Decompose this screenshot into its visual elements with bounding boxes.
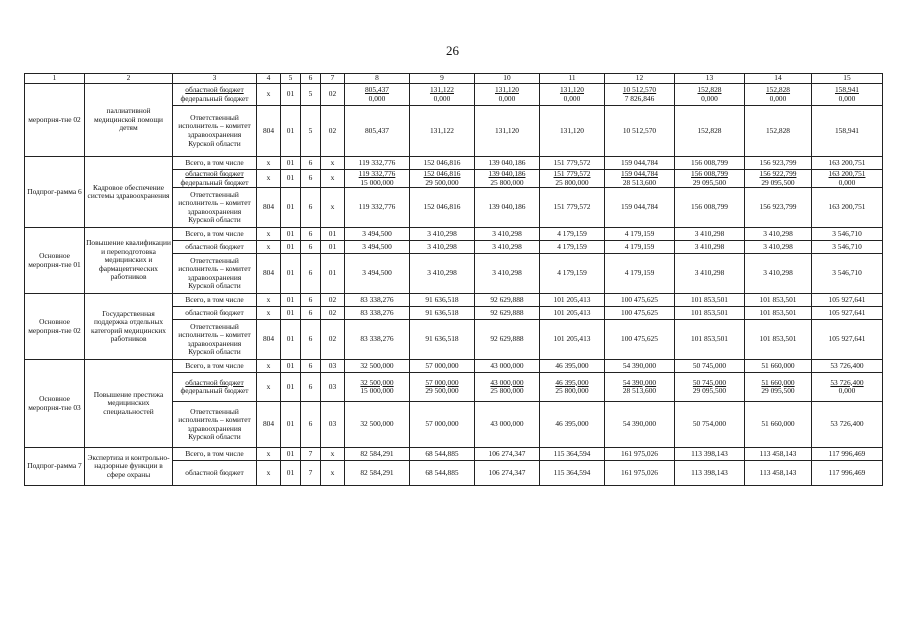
amount-cell: 3 410,298 (410, 254, 475, 294)
amount-cell: 106 274,347 (475, 448, 540, 461)
code-cell: 01 (281, 373, 301, 402)
amount-cell: 131,120 (540, 106, 605, 157)
amount-cell: 3 410,298 (745, 241, 812, 254)
federal-budget-value: 29 500,000 (425, 177, 459, 187)
column-header: 9 (410, 74, 475, 84)
amount-cell (540, 373, 605, 402)
code-cell: 01 (281, 320, 301, 360)
table-row (25, 157, 883, 170)
code-cell: 02 (321, 294, 345, 307)
code-cell: х (257, 157, 281, 170)
amount-cell: 119 332,776 (345, 157, 410, 170)
amount-cell: 101 205,413 (540, 294, 605, 307)
program-code-cell: Подпрог-рамма 7 (25, 448, 85, 486)
amount-cell (475, 373, 540, 402)
column-header: 14 (745, 74, 812, 84)
federal-budget-value: 0,000 (368, 93, 386, 103)
amount-cell: 105 927,641 (812, 320, 883, 360)
amount-cell: 101 853,501 (675, 307, 745, 320)
regional-budget-value: областной бюджет (185, 84, 244, 94)
amount-cell: 113 458,143 (745, 461, 812, 486)
federal-budget-value: 25 800,000 (490, 386, 524, 396)
amount-cell: 57 000,000 (410, 360, 475, 373)
federal-budget-value: 0,000 (838, 386, 856, 396)
amount-cell: 156 923,799 (745, 188, 812, 228)
amount-cell: 113 458,143 (745, 448, 812, 461)
code-cell: 01 (281, 402, 301, 448)
amount-cell: 161 975,026 (605, 461, 675, 486)
code-cell: 01 (281, 294, 301, 307)
amount-cell: 53 726,400 (812, 402, 883, 448)
amount-cell: 92 629,888 (475, 320, 540, 360)
code-cell: 6 (301, 360, 321, 373)
amount-cell: 3 410,298 (745, 228, 812, 241)
amount-cell: 100 475,625 (605, 320, 675, 360)
regional-budget-value: 152 046,816 (423, 169, 461, 178)
amount-cell: 82 584,291 (345, 461, 410, 486)
code-cell: 7 (301, 448, 321, 461)
amount-cell: 117 996,469 (812, 461, 883, 486)
program-code-cell: Подпрог-рамма 6 (25, 157, 85, 228)
column-header: 8 (345, 74, 410, 84)
code-cell: 6 (301, 228, 321, 241)
funding-source-cell (173, 373, 257, 402)
regional-budget-value: 163 200,751 (828, 169, 866, 178)
amount-cell: 115 364,594 (540, 461, 605, 486)
code-cell: 6 (301, 320, 321, 360)
amount-cell: 83 338,276 (345, 294, 410, 307)
regional-budget-value: 43 000,000 (490, 377, 524, 387)
amount-cell: 3 546,710 (812, 228, 883, 241)
column-header: 3 (173, 74, 257, 84)
amount-cell: 43 000,000 (475, 360, 540, 373)
amount-cell: 163 200,751 (812, 157, 883, 170)
regional-budget-value: 131,122 (429, 84, 455, 94)
amount-cell: 51 660,000 (745, 360, 812, 373)
amount-cell (345, 170, 410, 188)
federal-budget-value: 0,000 (701, 93, 718, 103)
amount-cell (410, 84, 475, 106)
amount-cell: 805,437 (345, 106, 410, 157)
federal-budget-value: 15 000,000 (360, 177, 394, 187)
amount-cell (605, 84, 675, 106)
code-cell: 01 (281, 360, 301, 373)
federal-budget-value: 0,000 (838, 177, 856, 187)
amount-cell: 117 996,469 (812, 448, 883, 461)
regional-budget-value: 151 779,572 (553, 169, 591, 178)
code-cell: 6 (301, 170, 321, 188)
code-cell: 6 (301, 294, 321, 307)
amount-cell: 131,120 (475, 106, 540, 157)
page-number: 26 (446, 43, 459, 58)
amount-cell: 46 395,000 (540, 402, 605, 448)
funding-source-cell (173, 84, 257, 106)
code-cell: 01 (321, 254, 345, 294)
code-cell: 6 (301, 402, 321, 448)
code-cell: 01 (281, 254, 301, 294)
federal-budget-value: 15 000,000 (360, 386, 394, 396)
regional-budget-value: областной бюджет (185, 169, 244, 178)
code-cell: х (257, 294, 281, 307)
amount-cell: 151 779,572 (540, 157, 605, 170)
amount-cell: 101 853,501 (745, 294, 812, 307)
funding-source-cell: Всего, в том числе (173, 294, 257, 307)
amount-cell (812, 84, 883, 106)
amount-cell: 91 636,518 (410, 294, 475, 307)
code-cell: 01 (281, 448, 301, 461)
amount-cell: 91 636,518 (410, 307, 475, 320)
header-row (25, 74, 883, 84)
amount-cell: 156 008,799 (675, 188, 745, 228)
amount-cell: 10 512,570 (605, 106, 675, 157)
amount-cell: 159 044,784 (605, 188, 675, 228)
code-cell: 01 (281, 170, 301, 188)
code-cell: 01 (281, 307, 301, 320)
code-cell: 6 (301, 157, 321, 170)
regional-budget-value: 57 000,000 (425, 377, 459, 387)
table-row (25, 448, 883, 461)
amount-cell: 4 179,159 (540, 228, 605, 241)
code-cell: 02 (321, 320, 345, 360)
code-cell: х (257, 461, 281, 486)
code-cell: х (257, 84, 281, 106)
regional-budget-value: 131,120 (559, 84, 585, 94)
amount-cell: 3 494,500 (345, 254, 410, 294)
amount-cell (475, 170, 540, 188)
code-cell: 6 (301, 254, 321, 294)
amount-cell: 54 390,000 (605, 360, 675, 373)
code-cell: 01 (321, 228, 345, 241)
amount-cell: 32 500,000 (345, 360, 410, 373)
amount-cell: 152 046,816 (410, 157, 475, 170)
amount-cell (475, 84, 540, 106)
regional-budget-value: 156 008,799 (691, 169, 728, 178)
federal-budget-value: 29 095,500 (761, 177, 795, 187)
funding-source-cell: Ответственный исполнитель – комитет здравоохранения Курской области (173, 254, 257, 294)
amount-cell (345, 84, 410, 106)
code-cell: 6 (301, 188, 321, 228)
regional-budget-value: 152,828 (697, 84, 722, 94)
code-cell: 804 (257, 402, 281, 448)
amount-cell: 101 853,501 (675, 294, 745, 307)
regional-budget-value: 139 040,186 (488, 169, 526, 178)
amount-cell: 4 179,159 (605, 254, 675, 294)
regional-budget-value: 54 390,000 (622, 377, 657, 387)
federal-budget-value: федеральный бюджет (180, 177, 249, 187)
amount-cell: 82 584,291 (345, 448, 410, 461)
amount-cell (410, 170, 475, 188)
regional-budget-value: 159 044,784 (621, 169, 658, 178)
code-cell: 5 (301, 106, 321, 157)
amount-cell: 3 410,298 (675, 241, 745, 254)
amount-cell: 92 629,888 (475, 294, 540, 307)
amount-cell: 113 398,143 (675, 448, 745, 461)
funding-source-cell: Ответственный исполнитель – комитет здравоохранения Курской области (173, 106, 257, 157)
amount-cell: 100 475,625 (605, 307, 675, 320)
amount-cell (745, 84, 812, 106)
regional-budget-value: 152,828 (765, 84, 791, 94)
amount-cell (675, 170, 745, 188)
code-cell: 7 (301, 461, 321, 486)
funding-source-cell: Всего, в том числе (173, 448, 257, 461)
code-cell: 02 (321, 106, 345, 157)
code-cell: 6 (301, 307, 321, 320)
table-row (25, 228, 883, 241)
amount-cell: 156 008,799 (675, 157, 745, 170)
budget-table (24, 73, 883, 486)
federal-budget-value: 25 800,000 (555, 177, 589, 187)
amount-cell: 53 726,400 (812, 360, 883, 373)
amount-cell (812, 170, 883, 188)
code-cell: 02 (321, 307, 345, 320)
amount-cell: 101 205,413 (540, 320, 605, 360)
amount-cell (745, 170, 812, 188)
amount-cell: 152,828 (745, 106, 812, 157)
code-cell: 6 (301, 373, 321, 402)
amount-cell: 158,941 (812, 106, 883, 157)
amount-cell: 139 040,186 (475, 157, 540, 170)
code-cell: х (257, 170, 281, 188)
amount-cell: 3 546,710 (812, 254, 883, 294)
federal-budget-value: 0,000 (563, 93, 581, 103)
program-name-cell: Повышение квалификации и переподготовка медицинских и фармацевтических работников (85, 228, 173, 294)
amount-cell: 101 853,501 (745, 307, 812, 320)
regional-budget-value: 805,437 (364, 84, 390, 94)
amount-cell: 3 494,500 (345, 241, 410, 254)
amount-cell: 32 500,000 (345, 402, 410, 448)
regional-budget-value: 53 726,400 (830, 377, 864, 387)
federal-budget-value: 29 095,500 (692, 386, 727, 396)
program-name-cell: паллиативной медицинской помощи детям (85, 84, 173, 157)
code-cell: 5 (301, 84, 321, 106)
code-cell: х (257, 360, 281, 373)
amount-cell: 113 398,143 (675, 461, 745, 486)
code-cell: 01 (281, 157, 301, 170)
code-cell: х (321, 461, 345, 486)
amount-cell: 115 364,594 (540, 448, 605, 461)
amount-cell (540, 84, 605, 106)
amount-cell: 57 000,000 (410, 402, 475, 448)
amount-cell: 50 745,000 (675, 360, 745, 373)
code-cell: 01 (281, 461, 301, 486)
funding-source-cell: Ответственный исполнитель – комитет здравоохранения Курской области (173, 188, 257, 228)
amount-cell (605, 170, 675, 188)
amount-cell (605, 373, 675, 402)
regional-budget-value: 156 922,799 (759, 169, 797, 178)
amount-cell: 68 544,885 (410, 461, 475, 486)
federal-budget-value: 29 500,000 (425, 386, 459, 396)
regional-budget-value: 119 332,776 (358, 169, 396, 178)
federal-budget-value: 25 800,000 (490, 177, 524, 187)
program-name-cell: Повышение престижа медицинских специальностей (85, 360, 173, 448)
amount-cell: 54 390,000 (605, 402, 675, 448)
column-header: 10 (475, 74, 540, 84)
amount-cell: 4 179,159 (540, 241, 605, 254)
amount-cell: 161 975,026 (605, 448, 675, 461)
amount-cell: 119 332,776 (345, 188, 410, 228)
amount-cell: 139 040,186 (475, 188, 540, 228)
program-name-cell: Государственная поддержка отдельных категорий медицинских работников (85, 294, 173, 360)
amount-cell: 3 410,298 (675, 228, 745, 241)
amount-cell (675, 84, 745, 106)
regional-budget-value: 32 500,000 (360, 377, 394, 387)
federal-budget-value: 0,000 (498, 93, 516, 103)
code-cell: х (257, 307, 281, 320)
regional-budget-value: 131,120 (494, 84, 520, 94)
amount-cell (540, 170, 605, 188)
amount-cell: 3 410,298 (475, 241, 540, 254)
column-header: 4 (257, 74, 281, 84)
federal-budget-value: 0,000 (769, 93, 787, 103)
amount-cell: 51 660,000 (745, 402, 812, 448)
amount-cell: 152,828 (675, 106, 745, 157)
regional-budget-value: 50 745,000 (692, 377, 727, 387)
program-code-cell: Основное меропрня-тне 02 (25, 294, 85, 360)
program-name-cell: Кадровое обеспечение системы здравоохранения (85, 157, 173, 228)
amount-cell: 4 179,159 (605, 228, 675, 241)
table-row (25, 84, 883, 106)
code-cell: х (321, 188, 345, 228)
code-cell: 02 (321, 84, 345, 106)
amount-cell: 105 927,641 (812, 294, 883, 307)
code-cell: х (257, 373, 281, 402)
code-cell: 03 (321, 402, 345, 448)
code-cell: 01 (281, 84, 301, 106)
program-name-cell: Экспертиза и контрольно-надзорные функции в сфере охраны (85, 448, 173, 486)
column-header: 5 (281, 74, 301, 84)
federal-budget-value: 25 800,000 (555, 386, 589, 396)
code-cell: 804 (257, 106, 281, 157)
column-header: 2 (85, 74, 173, 84)
regional-budget-value: 46 395,000 (555, 377, 589, 387)
amount-cell: 92 629,888 (475, 307, 540, 320)
code-cell: 01 (281, 188, 301, 228)
amount-cell (812, 373, 883, 402)
amount-cell: 101 205,413 (540, 307, 605, 320)
amount-cell: 4 179,159 (540, 254, 605, 294)
amount-cell: 83 338,276 (345, 307, 410, 320)
code-cell: х (257, 228, 281, 241)
federal-budget-value: 29 095,500 (761, 386, 795, 396)
amount-cell: 3 410,298 (475, 228, 540, 241)
funding-source-cell (173, 170, 257, 188)
amount-cell: 100 475,625 (605, 294, 675, 307)
amount-cell: 3 410,298 (410, 228, 475, 241)
federal-budget-value: 28 513,600 (622, 177, 657, 187)
table-row (25, 360, 883, 373)
code-cell: 03 (321, 360, 345, 373)
amount-cell: 3 410,298 (475, 254, 540, 294)
funding-source-cell: областной бюджет (173, 461, 257, 486)
amount-cell: 43 000,000 (475, 402, 540, 448)
amount-cell: 3 410,298 (745, 254, 812, 294)
federal-budget-value: 7 826,846 (624, 93, 655, 103)
column-header: 12 (605, 74, 675, 84)
code-cell: 01 (321, 241, 345, 254)
amount-cell: 156 923,799 (745, 157, 812, 170)
funding-source-cell: Ответственный исполнитель – комитет здравоохранения Курской области (173, 320, 257, 360)
amount-cell: 131,122 (410, 106, 475, 157)
code-cell: 804 (257, 188, 281, 228)
federal-budget-value: 29 095,500 (692, 177, 727, 187)
code-cell: 01 (281, 106, 301, 157)
regional-budget-value: 158,941 (834, 84, 860, 94)
column-header: 1 (25, 74, 85, 84)
amount-cell (345, 373, 410, 402)
code-cell: х (257, 241, 281, 254)
code-cell: х (321, 448, 345, 461)
federal-budget-value: 0,000 (433, 93, 451, 103)
amount-cell: 3 410,298 (410, 241, 475, 254)
program-code-cell: Основное меропрня-тне 03 (25, 360, 85, 448)
code-cell: 01 (281, 228, 301, 241)
funding-source-cell: Ответственный исполнитель – комитет здравоохранения Курской области (173, 402, 257, 448)
amount-cell: 50 754,000 (675, 402, 745, 448)
code-cell: 804 (257, 320, 281, 360)
code-cell: х (321, 157, 345, 170)
column-header: 11 (540, 74, 605, 84)
amount-cell: 68 544,885 (410, 448, 475, 461)
amount-cell: 151 779,572 (540, 188, 605, 228)
amount-cell: 3 494,500 (345, 228, 410, 241)
code-cell: х (257, 448, 281, 461)
column-header: 7 (321, 74, 345, 84)
column-header: 6 (301, 74, 321, 84)
funding-source-cell: Всего, в том числе (173, 360, 257, 373)
amount-cell: 4 179,159 (605, 241, 675, 254)
regional-budget-value: 51 660,000 (761, 377, 795, 387)
code-cell: х (321, 170, 345, 188)
amount-cell (745, 373, 812, 402)
code-cell: 804 (257, 254, 281, 294)
federal-budget-value: 28 513,600 (622, 386, 657, 396)
amount-cell: 101 853,501 (675, 320, 745, 360)
amount-cell: 152 046,816 (410, 188, 475, 228)
column-header: 15 (812, 74, 883, 84)
code-cell: 03 (321, 373, 345, 402)
amount-cell: 101 853,501 (745, 320, 812, 360)
funding-source-cell: областной бюджет (173, 307, 257, 320)
amount-cell: 91 636,518 (410, 320, 475, 360)
federal-budget-value: федеральный бюджет (180, 93, 249, 103)
funding-source-cell: областной бюджет (173, 241, 257, 254)
program-code-cell: меропрня-тне 02 (25, 84, 85, 157)
amount-cell (675, 373, 745, 402)
program-code-cell: Основное меропрня-тне 01 (25, 228, 85, 294)
table-row (25, 294, 883, 307)
amount-cell: 3 410,298 (675, 254, 745, 294)
code-cell: 01 (281, 241, 301, 254)
regional-budget-value: областной бюджет (185, 377, 244, 387)
funding-source-cell: Всего, в том числе (173, 157, 257, 170)
amount-cell (410, 373, 475, 402)
code-cell: 6 (301, 241, 321, 254)
regional-budget-value: 10 512,570 (622, 84, 657, 94)
funding-source-cell: Всего, в том числе (173, 228, 257, 241)
amount-cell: 159 044,784 (605, 157, 675, 170)
amount-cell: 46 395,000 (540, 360, 605, 373)
amount-cell: 83 338,276 (345, 320, 410, 360)
amount-cell: 106 274,347 (475, 461, 540, 486)
amount-cell: 163 200,751 (812, 188, 883, 228)
amount-cell: 105 927,641 (812, 307, 883, 320)
federal-budget-value: 0,000 (838, 93, 856, 103)
federal-budget-value: федеральный бюджет (180, 386, 249, 396)
column-header: 13 (675, 74, 745, 84)
amount-cell: 3 546,710 (812, 241, 883, 254)
